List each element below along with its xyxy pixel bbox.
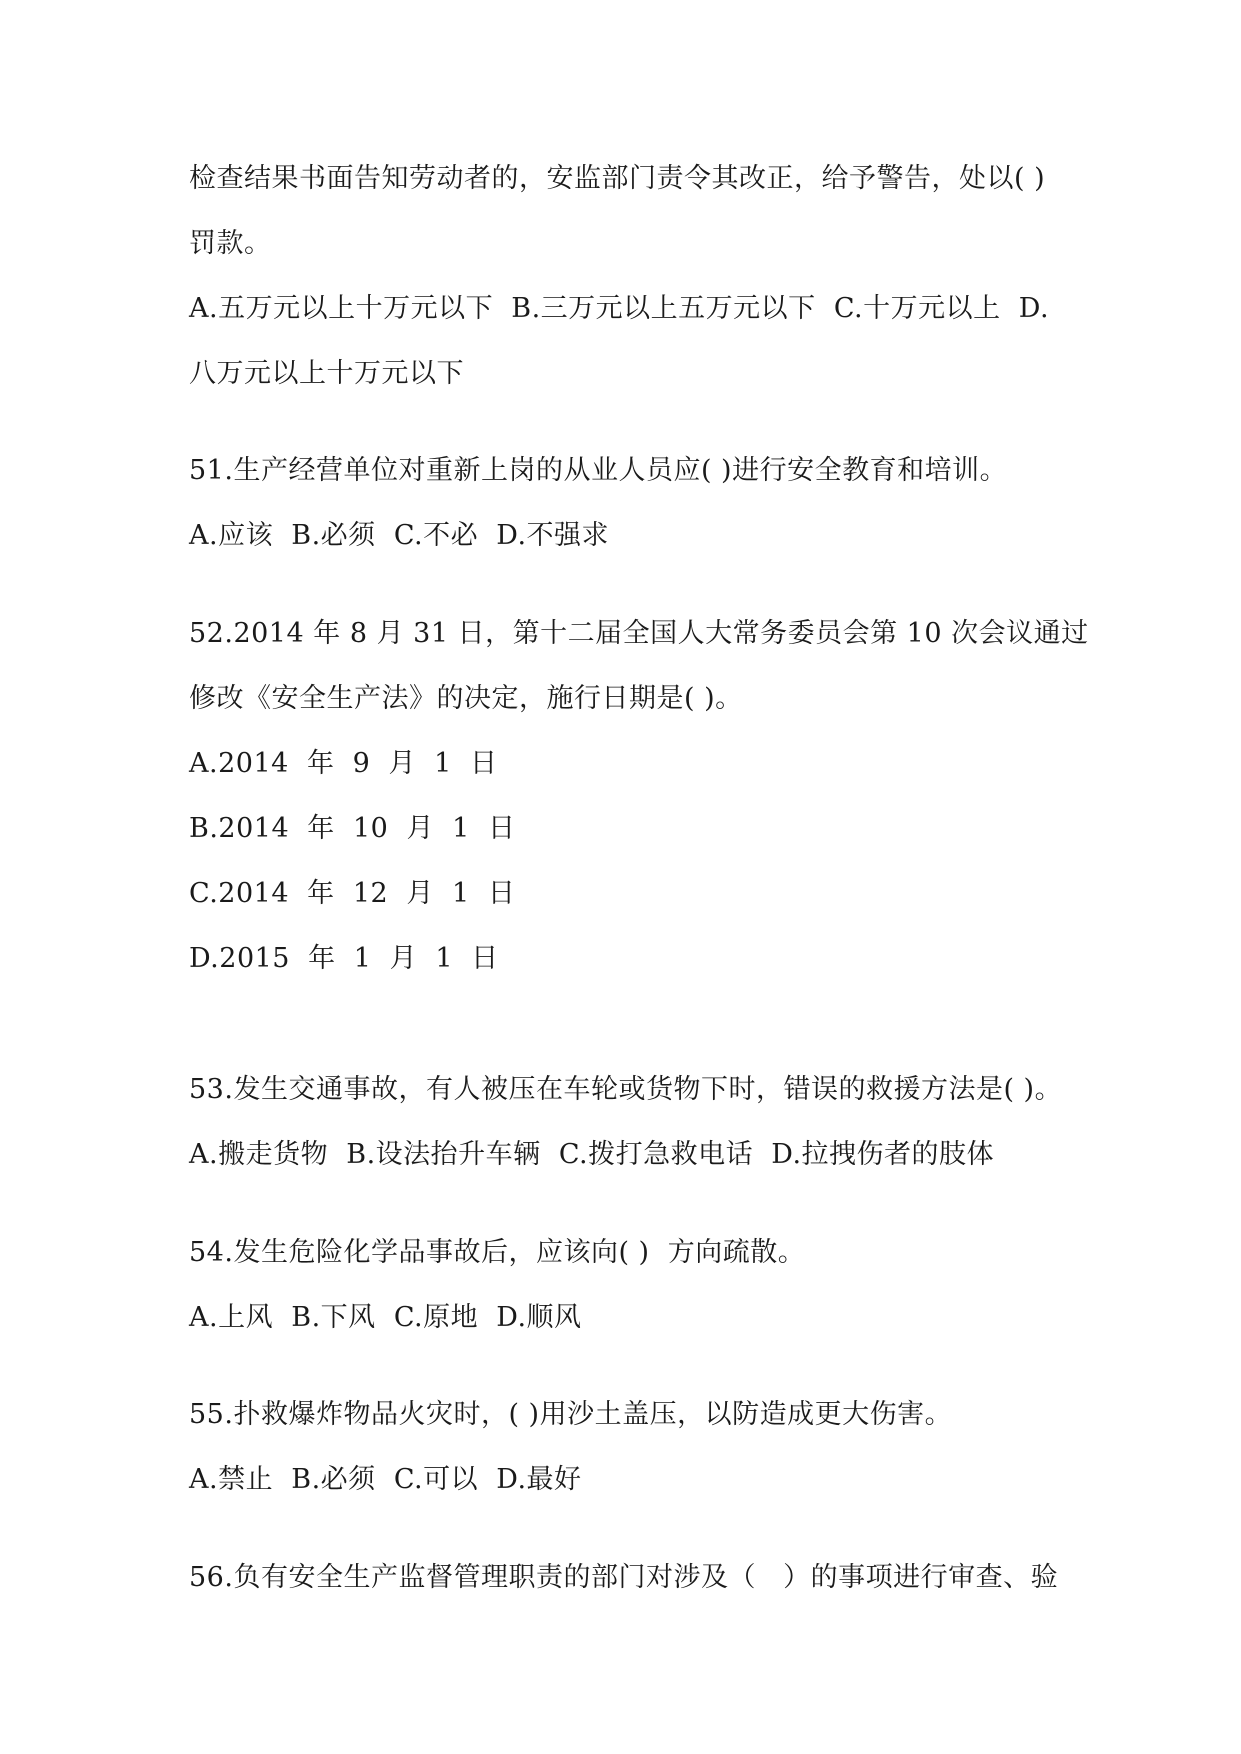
options-51: A.应该 B.必须 C.不必 D.不强求 <box>189 520 610 551</box>
question-53: 53.发生交通事故，有人被压在车轮或货物下时，错误的救援方法是( )。 <box>189 1074 1063 1105</box>
option-52-d: D.2015 年 1 月 1 日 <box>189 943 499 974</box>
options-53: A.搬走货物 B.设法抬升车辆 C.拨打急救电话 D.拉拽伤者的肢体 <box>189 1139 995 1170</box>
text-line: 罚款。 <box>189 228 272 259</box>
options-55: A.禁止 B.必须 C.可以 D.最好 <box>189 1464 582 1495</box>
text-line: A.五万元以上十万元以下 B.三万元以上五万元以下 C.十万元以上 D. <box>189 293 1050 324</box>
text-line: 修改《安全生产法》的决定，施行日期是( )。 <box>189 683 743 714</box>
text-line: 检查结果书面告知劳动者的，安监部门责令其改正，给予警告，处以( ) <box>189 163 1046 194</box>
option-52-a: A.2014 年 9 月 1 日 <box>189 748 498 779</box>
question-51: 51.生产经营单位对重新上岗的从业人员应( )进行安全教育和培训。 <box>189 455 1008 486</box>
option-52-c: C.2014 年 12 月 1 日 <box>189 878 516 909</box>
options-54: A.上风 B.下风 C.原地 D.顺风 <box>189 1302 582 1333</box>
question-54: 54.发生危险化学品事故后，应该向( ) 方向疏散。 <box>189 1237 806 1268</box>
option-52-b: B.2014 年 10 月 1 日 <box>189 813 516 844</box>
question-56: 56.负有安全生产监督管理职责的部门对涉及（ ）的事项进行审查、验 <box>189 1562 1059 1593</box>
text-line: 八万元以上十万元以下 <box>189 358 464 389</box>
question-55: 55.扑救爆炸物品火灾时，( )用沙土盖压，以防造成更大伤害。 <box>189 1399 953 1430</box>
question-52: 52.2014 年 8 月 31 日，第十二届全国人大常务委员会第 10 次会议通过 <box>189 618 1089 649</box>
